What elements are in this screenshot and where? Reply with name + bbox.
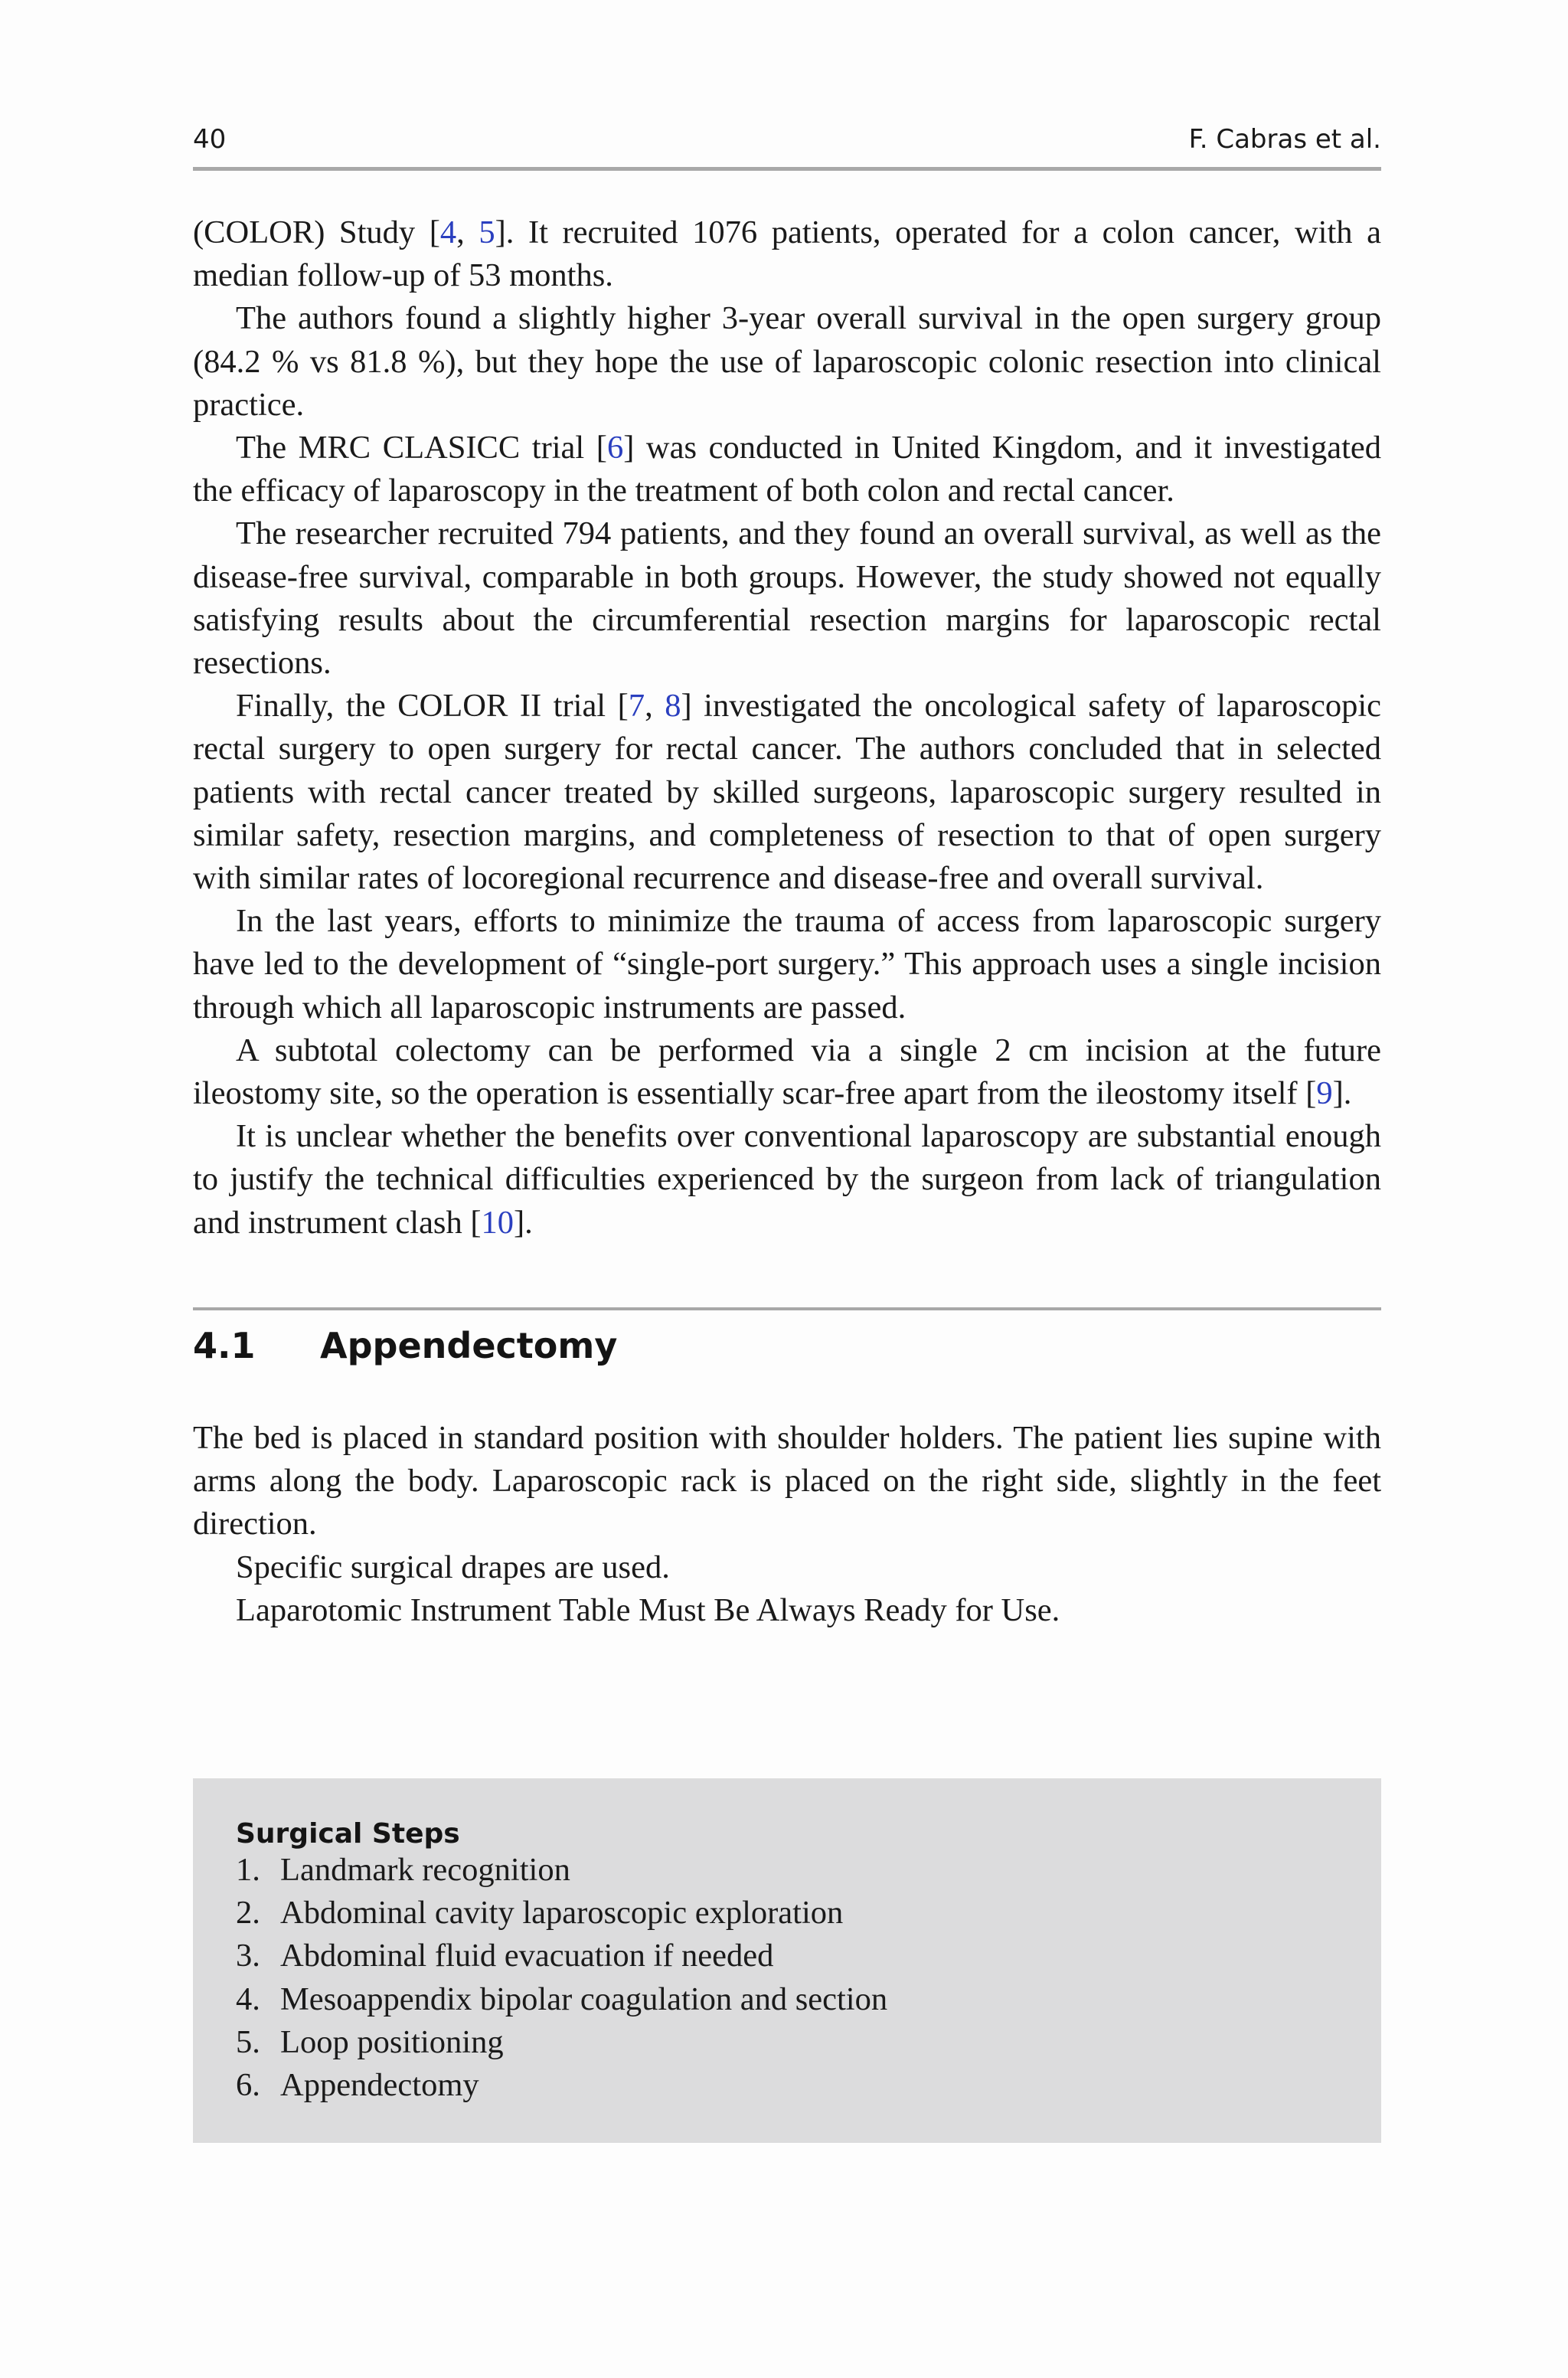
step-text: Appendectomy bbox=[280, 2067, 479, 2104]
paragraph-text: (COLOR) Study [ bbox=[193, 214, 440, 250]
paragraph-text: A subtotal colectomy can be performed via a single 2 cm incision at the future ileostomy site, so the operation is essentially scar-free apart from the ileostomy itself [ bbox=[193, 1032, 1381, 1112]
citation-link[interactable]: 5 bbox=[479, 214, 495, 250]
step-item bbox=[236, 1935, 887, 1977]
section-number: 4.1 bbox=[193, 1325, 256, 1366]
paragraph bbox=[193, 211, 1381, 297]
paragraph-text: The researcher recruited 794 patients, and they found an overall survival, as well as the disease-free survival, comparable in both groups. However, the study showed not equally satisfying results about the circumferential resection margins for laparoscopic rectal resections. bbox=[193, 515, 1381, 682]
step-number: 4. bbox=[236, 1981, 260, 2017]
surgical-steps-box bbox=[193, 1778, 1381, 2143]
paragraph-text: ]. bbox=[1332, 1075, 1352, 1112]
step-text: Abdominal fluid evacuation if needed bbox=[280, 1938, 774, 1974]
step-number: 3. bbox=[236, 1938, 260, 1974]
paragraph-text: Laparotomic Instrument Table Must Be Always Ready for Use. bbox=[236, 1591, 1060, 1628]
section-body-text bbox=[193, 1417, 1381, 1632]
page-number: 40 bbox=[193, 124, 227, 155]
paragraph-text: The MRC CLASICC trial [ bbox=[236, 430, 607, 466]
citation-link[interactable]: 7 bbox=[628, 688, 645, 725]
paragraph bbox=[193, 512, 1381, 685]
citation-link[interactable]: 4 bbox=[439, 214, 457, 250]
paragraph-text: In the last years, efforts to minimize the trauma of access from laparoscopic surgery have led to the development of “single-port surgery.” This approach uses a single incision through which all laparoscopic instruments are passed. bbox=[193, 903, 1381, 1025]
paragraph-text: ]. bbox=[514, 1204, 533, 1241]
paragraph-text: , bbox=[645, 688, 665, 725]
paragraph bbox=[193, 1115, 1381, 1245]
paragraph-text: Finally, the COLOR II trial [ bbox=[236, 688, 629, 725]
paragraph bbox=[193, 900, 1381, 1029]
running-header bbox=[193, 115, 1381, 171]
paragraph bbox=[193, 1589, 1381, 1632]
step-text: Abdominal cavity laparoscopic exploration bbox=[280, 1895, 844, 1932]
step-number: 1. bbox=[236, 1852, 260, 1888]
paragraph-text: ] investigated the oncological safety of laparoscopic rectal surgery to open surgery for rectal cancer. The authors concluded that in selected patients with rectal cancer treated by skilled surgeons, laparoscopic surgery resulted in similar safety, resection margins, and completeness of resection to that of open surgery with similar rates of locoregional recurrence and disease-free and overall survival. bbox=[193, 688, 1381, 897]
citation-link[interactable]: 8 bbox=[665, 688, 681, 725]
step-number: 5. bbox=[236, 2023, 260, 2060]
surgical-steps-title: Surgical Steps bbox=[236, 1818, 460, 1850]
step-text: Mesoappendix bipolar coagulation and section bbox=[280, 1981, 888, 2017]
paragraph bbox=[193, 1546, 1381, 1589]
step-item bbox=[236, 2064, 887, 2107]
step-item bbox=[236, 1849, 887, 1892]
step-text: Landmark recognition bbox=[280, 1852, 570, 1888]
paragraph-text: The authors found a slightly higher 3-year overall survival in the open surgery group (84.2 % vs 81.8 %), but they hope the use of laparoscopic colonic resection into clinical practice. bbox=[193, 300, 1381, 423]
paragraph bbox=[193, 427, 1381, 512]
body-text bbox=[193, 211, 1381, 1245]
section-heading bbox=[193, 1325, 1381, 1374]
citation-link[interactable]: 10 bbox=[481, 1204, 514, 1241]
step-item bbox=[236, 1892, 887, 1935]
step-number: 6. bbox=[236, 2067, 260, 2104]
step-number: 2. bbox=[236, 1895, 260, 1932]
step-item bbox=[236, 1978, 887, 2021]
paragraph-text: The bed is placed in standard position with shoulder holders. The patient lies supine with arms along the body. Laparoscopic rack is placed on the right side, slightly in the feet direction. bbox=[193, 1420, 1381, 1542]
surgical-steps-list bbox=[236, 1849, 887, 2107]
section-title: Appendectomy bbox=[320, 1325, 618, 1366]
paragraph-text: ] was conducted in United Kingdom, and it investigated the efficacy of laparoscopy in the treatment of both colon and rectal cancer. bbox=[193, 430, 1381, 509]
paragraph bbox=[193, 1029, 1381, 1115]
running-head-authors: F. Cabras et al. bbox=[1188, 124, 1381, 155]
step-text: Loop positioning bbox=[280, 2023, 504, 2060]
paragraph-text: , bbox=[456, 214, 479, 250]
paragraph bbox=[193, 1417, 1381, 1546]
citation-link[interactable]: 9 bbox=[1316, 1075, 1333, 1112]
step-item bbox=[236, 2021, 887, 2064]
section-rule bbox=[193, 1307, 1381, 1310]
paragraph-text: Specific surgical drapes are used. bbox=[236, 1549, 670, 1585]
paragraph bbox=[193, 685, 1381, 900]
paragraph-text: It is unclear whether the benefits over conventional laparoscopy are substantial enough to justify the technical difficulties experienced by the surgeon from lack of triangulation and instrument clash [ bbox=[193, 1118, 1381, 1241]
paragraph bbox=[193, 297, 1381, 427]
citation-link[interactable]: 6 bbox=[606, 430, 624, 466]
paragraph-text: ]. It recruited 1076 patients, operated for a colon cancer, with a median follow-up of 53 months. bbox=[193, 214, 1381, 294]
